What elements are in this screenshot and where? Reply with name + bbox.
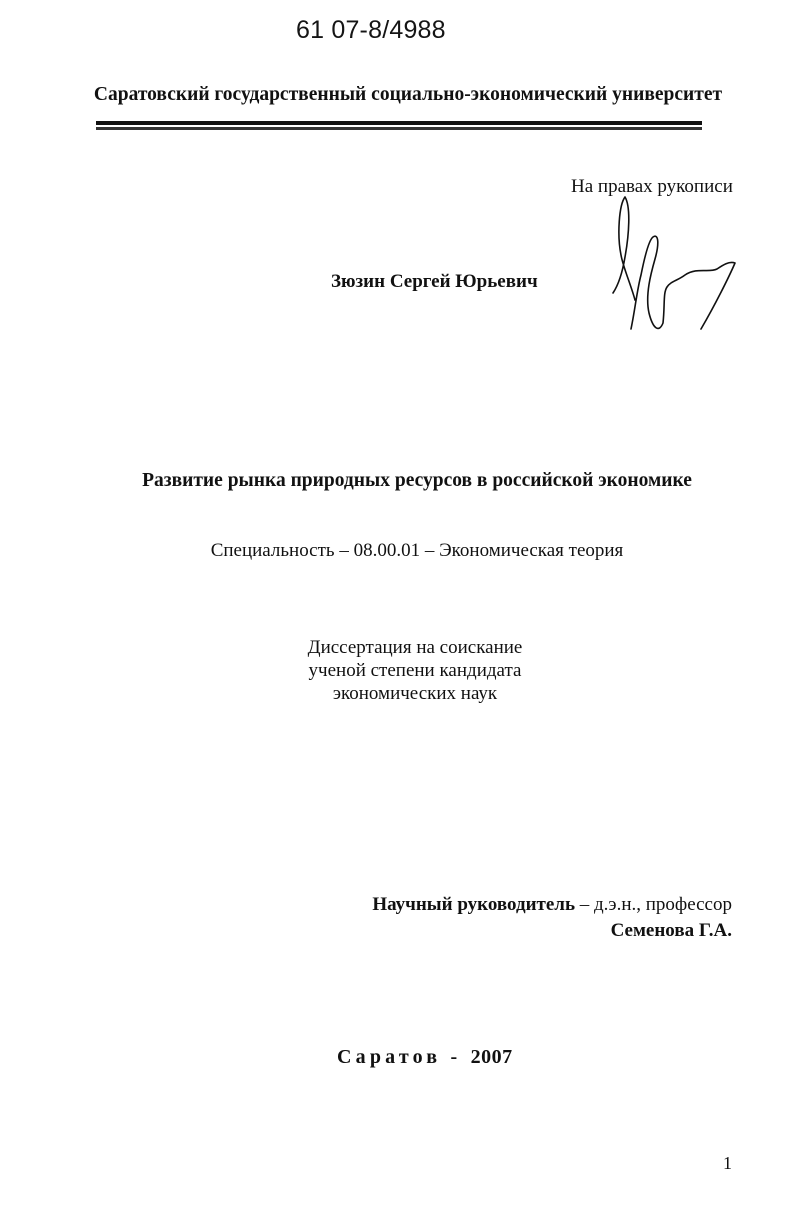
degree-statement [300,636,530,705]
signature-icon [605,195,745,335]
archive-stamp-code: 61 07-8/4988 [296,16,446,44]
supervisor-separator: – [575,894,594,915]
year: 2007 [470,1046,513,1068]
manuscript-rights-note: На правах рукописи [571,176,733,197]
degree-line: Диссертация на соискание [307,637,523,658]
degree-line: ученой степени кандидата [308,660,522,681]
supervisor-label: Научный руководитель [372,894,575,915]
rule-thin-line [96,127,702,130]
header-double-rule [96,121,702,132]
degree-line: экономических наук [332,683,498,704]
university-name: Саратовский государственный социально-экономический университет [93,84,723,105]
rule-thick-line [96,121,702,125]
author-name: Зюзин Сергей Юрьевич [331,271,538,292]
city-year-separator: - [441,1046,471,1068]
city-name: Саратов [337,1046,442,1068]
supervisor-line [372,892,732,918]
supervisor-credentials: д.э.н., профессор [594,894,732,915]
city-year [337,1046,513,1069]
page-number: 1 [723,1153,732,1173]
thesis-title: Развитие рынка природных ресурсов в российской экономике [142,470,692,491]
supervisor-block [372,892,732,944]
supervisor-name: Семенова Г.А. [610,920,732,941]
specialty-line: Специальность – 08.00.01 – Экономическая теория [210,540,624,561]
